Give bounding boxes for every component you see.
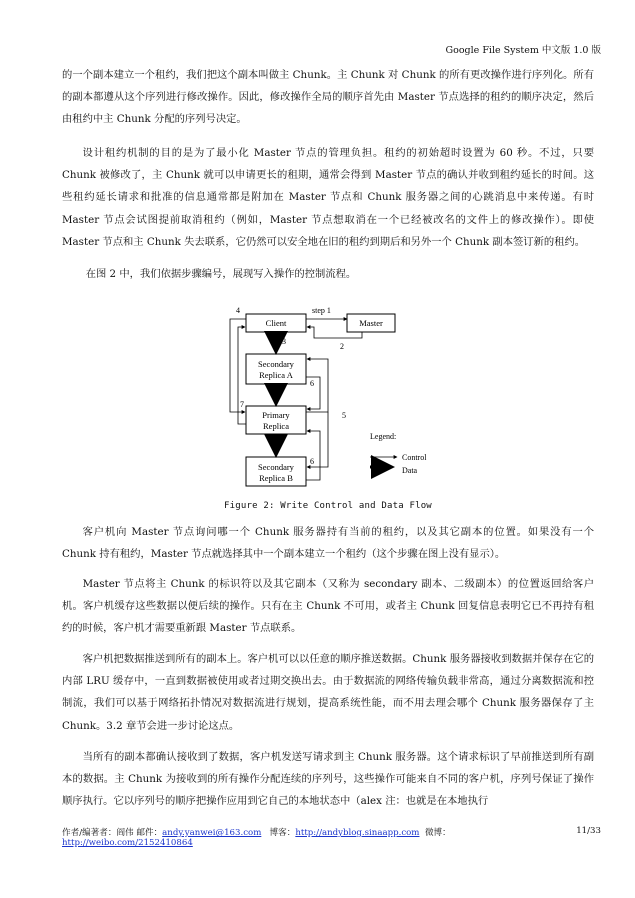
paragraph-6: 客户机把数据推送到所有的副本上。客户机可以以任意的顺序推送数据。Chunk 服务器接收到数据并保存在它的内部 LRU 缓存中，一直到数据被使用或者过期交换出去。由于数据流的网络传输负载非常高，通过分离数据流和控制流，我们可以基于网络拓扑情况对数据流进行规划，提高系统性能，而不用去理会哪个 Chunk 服务器保存了主 Chunk。3.2 章节会进一步讨论这点。 [62, 653, 594, 732]
footer-weibo-label: 微博： [424, 828, 451, 838]
master-label: Master [359, 318, 383, 328]
legend-data-label: Data [402, 466, 418, 475]
step3-label: 3 [282, 337, 286, 346]
paragraph-2: 设计租约机制的目的是为了最小化 Master 节点的管理负担。租约的初始超时设置为 60 秒。不过，只要 Chunk 被修改了，主 Chunk 就可以申请更长的租期，通常会得到 Master 节点的确认并收到租约延长的时间。这些租约延长请求和批准的信息通常都是附加在 Master 节点和 Chunk 服务器之间的心跳消息中来传递。有时 Master 节点会试图提前取消租约（例如，Master 节点想取消在一个已经被改名的文件上的修改操作）。即使 Master 节点和主 Chunk 失去联系，它仍然可以安全地在旧的租约到期后和另外一个 Chunk 副本签订新的租约。 [62, 147, 594, 248]
primary-label-1: Primary [262, 410, 290, 420]
arrow-step6-b [306, 431, 320, 480]
weibo-link[interactable]: http://weibo.com/2152410864 [62, 838, 193, 848]
footer-author: 作者/编著者：阎伟 邮件： [62, 828, 163, 838]
secondary-a-label-1: Secondary [258, 359, 294, 369]
paragraph-1: 的一个副本建立一个租约，我们把这个副本叫做主 Chunk。主 Chunk 对 Chunk 的所有更改操作进行序列化。所有的副本都遵从这个序列进行修改操作。因此，修改操作全局的顺序首先由 Master 节点选择的租约的顺序决定，然后由租约中主 Chunk 分配的序列号决定。 [62, 69, 594, 126]
secondary-a-label-2: Replica A [259, 370, 293, 380]
write-flow-figure [62, 297, 594, 522]
primary-label-2: Replica [263, 421, 289, 431]
page-header: Google File System 中文版 1.0 版 [445, 45, 601, 56]
secondary-b-label-2: Replica B [259, 473, 293, 483]
step2-label: 2 [340, 342, 344, 351]
paragraph-7: 当所有的副本都确认接收到了数据，客户机发送写请求到主 Chunk 服务器。这个请求标识了早前推送到所有副本的数据。主 Chunk 为接收到的所有操作分配连续的序列号，这些操作可能来自不同的客户机，序列号保证了操作顺序执行。它以序列号的顺序把操作应用到它自己的本地状态中（alex 注：也就是在本地执行 [62, 751, 594, 808]
step1-label: step 1 [312, 306, 331, 315]
step5-label: 5 [342, 411, 346, 420]
blog-link[interactable]: http://andyblog.sinaapp.com [295, 828, 420, 838]
paragraph-3: 在图 2 中，我们依据步骤编号，展现写入操作的控制流程。 [85, 268, 357, 280]
email-link[interactable]: andy.yanwei@163.com [162, 828, 262, 838]
figure-caption: Figure 2: Write Control and Data Flow [224, 501, 432, 511]
secondary-b-label-1: Secondary [258, 462, 294, 472]
arrow-step7 [238, 327, 246, 424]
footer-blog-label: 博客： [269, 828, 296, 838]
step6b-label: 6 [310, 457, 314, 466]
step4-label: 4 [236, 306, 240, 315]
step7-label: 7 [240, 400, 244, 409]
page-footer [62, 826, 601, 848]
footer-contact [62, 826, 576, 848]
step6a-label: 6 [310, 379, 314, 388]
paragraph-5: Master 节点将主 Chunk 的标识符以及其它副本（又称为 secondary 副本、二级副本）的位置返回给客户机。客户机缓存这些数据以便后续的操作。只有在主 Chunk 不可用，或者主 Chunk 回复信息表明它已不再持有租约的时候，客户机才需要重新跟 Master 节点联系。 [62, 578, 594, 635]
paragraph-4: 客户机向 Master 节点询问哪一个 Chunk 服务器持有当前的租约，以及其它副本的位置。如果没有一个 Chunk 持有租约，Master 节点就选择其中一个副本建立一个租约（这个步骤在图上没有显示）。 [62, 526, 594, 561]
client-label: Client [265, 318, 287, 328]
page-number: 11/33 [576, 826, 601, 836]
legend-title: Legend: [370, 432, 397, 441]
legend-control-label: Control [402, 453, 427, 462]
write-flow-diagram [62, 297, 594, 497]
